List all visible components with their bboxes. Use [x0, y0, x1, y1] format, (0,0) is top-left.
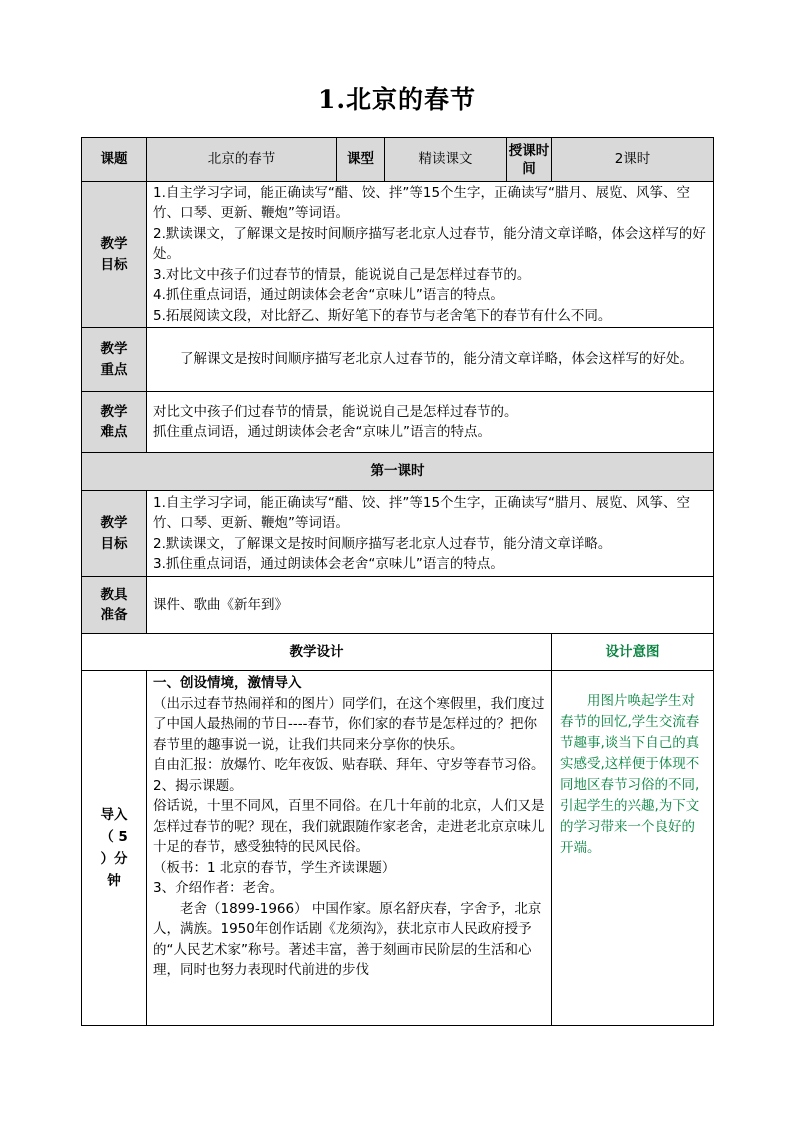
intro-paragraph: 2、揭示课题。	[153, 777, 243, 794]
page-title: 1.北京的春节	[317, 85, 477, 114]
lesson-plan-table	[81, 137, 714, 1026]
type-value: 精读课文	[385, 138, 507, 182]
header-row	[82, 138, 714, 182]
materials-row	[82, 577, 714, 634]
objective-line: 2.默读课文，了解课文是按时间顺序描写老北京人过春节，能分清文章详略，体会这样写的好处。	[153, 225, 706, 263]
difficulties-row	[82, 392, 714, 453]
difficulties-content	[147, 392, 714, 453]
label-topic: 课题	[82, 138, 147, 182]
first-objectives-content	[147, 491, 714, 577]
objective-line: 2.默读课文，了解课文是按时间顺序描写老北京人过春节，能分清文章详略。	[153, 535, 612, 552]
objective-line: 1.自主学习字词，能正确读写“醋、饺、拌”等15个生字，正确读写“腊月、展览、风筝、空竹、口琴、更新、鞭炮”等词语。	[153, 494, 691, 531]
key-points-label: 教学重点	[82, 328, 147, 392]
objective-line: 3.抓住重点词语，通过朗读体会老舍“京味儿”语言的特点。	[153, 556, 504, 572]
label-type: 课型	[337, 138, 385, 182]
intro-paragraph: 自由汇报：放爆竹、吃年夜饭、贴春联、拜年、守岁等春节习俗。	[153, 757, 545, 773]
objectives-content	[147, 182, 714, 328]
objective-line: 3.对比文中孩子们过春节的情景，能说说自己是怎样过春节的。	[153, 266, 531, 283]
intro-label: 导入（ 5 ）分钟	[82, 671, 147, 1026]
first-objectives-label: 教学目标	[82, 491, 147, 577]
intro-paragraph: 俗话说，十里不同风，百里不同俗。在几十年前的北京，人们又是怎样过春节的呢？现在，我们就跟随作家老舍，走进老北京京味儿十足的春节，感受独特的民风民俗。	[153, 798, 545, 855]
intro-paragraph: （板书：1 北京的春节，学生齐读课题）	[153, 859, 396, 876]
design-heading: 教学设计	[82, 634, 552, 671]
objective-line: 1.自主学习字词，能正确读写“醋、饺、拌”等15个生字，正确读写“腊月、展览、风筝、空竹、口琴、更新、鞭炮”等词语。	[153, 184, 691, 222]
topic-value: 北京的春节	[147, 138, 337, 182]
intent-heading: 设计意图	[552, 634, 714, 671]
difficulty-line: 抓住重点词语，通过朗读体会老舍“京味儿”语言的特点。	[153, 424, 491, 440]
intro-heading: 一、创设情境，激情导入	[153, 675, 302, 691]
key-points-content: 了解课文是按时间顺序描写老北京人过春节的，能分清文章详略，体会这样写的好处。	[147, 328, 714, 392]
objectives-label: 教学目标	[82, 182, 147, 328]
objective-line: 4.抓住重点词语，通过朗读体会老舍“京味儿”语言的特点。	[153, 287, 504, 304]
first-lesson-row	[82, 453, 714, 491]
intro-paragraph: （出示过春节热闹祥和的图片）同学们，在这个寒假里，我们度过了中国人最热闹的节日----春节，你们家的春节是怎样过的？把你春节里的趣事说一说，让我们共同来分享你的快乐。	[153, 695, 545, 753]
intro-content	[147, 671, 552, 1026]
difficulties-label: 教学难点	[82, 392, 147, 453]
intro-paragraph: 老舍（1899-1966） 中国作家。原名舒庆春，字舍予，北京人，满族。1950年创作话剧《龙须沟》，获北京市人民政府授予的“人民艺术家”称号。著述丰富，善于刻画市民阶层的生活和心理，同时也努力表现时代前进的步伐	[153, 900, 542, 978]
difficulty-line: 对比文中孩子们过春节的情景，能说说自己是怎样过春节的。	[153, 403, 518, 420]
design-header-row	[82, 634, 714, 671]
time-value: 2课时	[552, 138, 714, 182]
key-points-row	[82, 328, 714, 392]
intro-intent: 用图片唤起学生对春节的回忆,学生交流春节趣事,谈当下自己的真实感受,这样便于体现不同地区春节习俗的不同,引起学生的兴趣,为下文的学习带来一个良好的开端。	[552, 671, 714, 1026]
objectives-row	[82, 182, 714, 328]
label-time: 授课时间	[507, 138, 552, 182]
objective-line: 5.拓展阅读文段，对比舒乙、斯好笔下的春节与老舍笔下的春节有什么不同。	[153, 307, 612, 324]
first-objectives-row	[82, 491, 714, 577]
materials-content: 课件、歌曲《新年到》	[147, 577, 714, 634]
intro-paragraph: 3、介绍作者：老舍。	[153, 880, 284, 896]
first-lesson-heading: 第一课时	[82, 453, 714, 491]
intro-row	[82, 671, 714, 1026]
materials-label: 教具准备	[82, 577, 147, 634]
